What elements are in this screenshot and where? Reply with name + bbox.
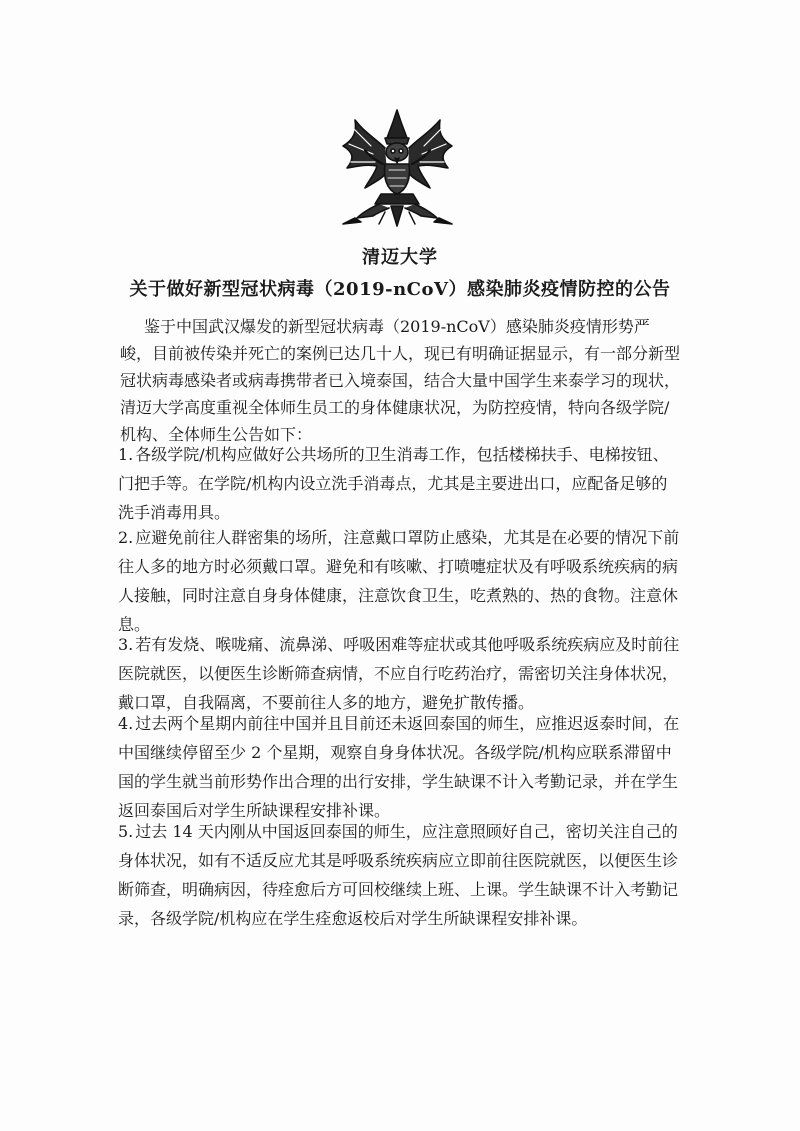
notice-item-3	[118, 630, 683, 717]
intro-text: 鉴于中国武汉爆发的新型冠状病毒（2019-nCoV）感染肺炎疫情形势严峻，目前被传染并死亡的案例已达几十人，现已有明确证据显示，有一部分新型冠状病毒感染者或病毒携带者已入境泰国，结合大量中国学生来泰学习的现状，清迈大学高度重视全体师生员工的身体健康状况，为防控疫情，特向各级学院/机构、全体师生公告如下：	[120, 317, 681, 444]
item-text: 各级学院/机构应做好公共场所的卫生消毒工作，包括楼梯扶手、电梯按钮、门把手等。在学院/机构内设立洗手消毒点，尤其是主要进出口，应配备足够的洗手消毒用具。	[118, 445, 669, 522]
item-text: 过去两个星期内前往中国并且目前还未返回泰国的师生，应推迟返泰时间，在中国继续停留至少 2 个星期，观察自身身体状况。各级学院/机构应联系滞留中国的学生就当前形势作出合理的出行安排，学生缺课不计入考勤记录，并在学生返回泰国后对学生所缺课程安排补课。	[118, 714, 680, 820]
item-number: 2.	[118, 528, 134, 547]
item-text: 过去 14 天内刚从中国返回泰国的师生，应注意照顾好自己，密切关注自己的身体状况，如有不适反应尤其是呼吸系统疾病应立即前往医院就医，以便医生诊断筛查，明确病因，待痊愈后方可回校继续上班、上课。学生缺课不计入考勤记录，各级学院/机构应在学生痊愈返校后对学生所缺课程安排补课。	[118, 822, 679, 928]
intro-paragraph	[120, 313, 680, 448]
item-number: 3.	[118, 635, 134, 654]
notice-item-4	[118, 709, 683, 825]
notice-item-1	[118, 440, 683, 527]
notice-item-5	[118, 817, 683, 933]
garuda-emblem	[335, 108, 460, 230]
item-number: 1.	[118, 445, 134, 464]
item-text: 若有发烧、喉咙痛、流鼻涕、呼吸困难等症状或其他呼吸系统疾病应及时前往医院就医，以便医生诊断筛查病情，不应自行吃药治疗，需密切关注身体状况，戴口罩，自我隔离，不要前往人多的地方，避免扩散传播。	[118, 635, 680, 712]
item-number: 4.	[118, 714, 134, 733]
item-text: 应避免前往人群密集的场所，注意戴口罩防止感染，尤其是在必要的情况下前往人多的地方时必须戴口罩。避免和有咳嗽、打喷嚏症状及有呼吸系统疾病的病人接触，同时注意自身身体健康，注意饮食卫生，吃煮熟的、热的食物。注意休息。	[118, 528, 680, 634]
item-number: 5.	[118, 822, 134, 841]
university-name: 清迈大学	[362, 247, 438, 268]
notice-item-2	[118, 523, 683, 639]
notice-title: 关于做好新型冠状病毒（2019-nCoV）感染肺炎疫情防控的公告	[129, 279, 671, 300]
